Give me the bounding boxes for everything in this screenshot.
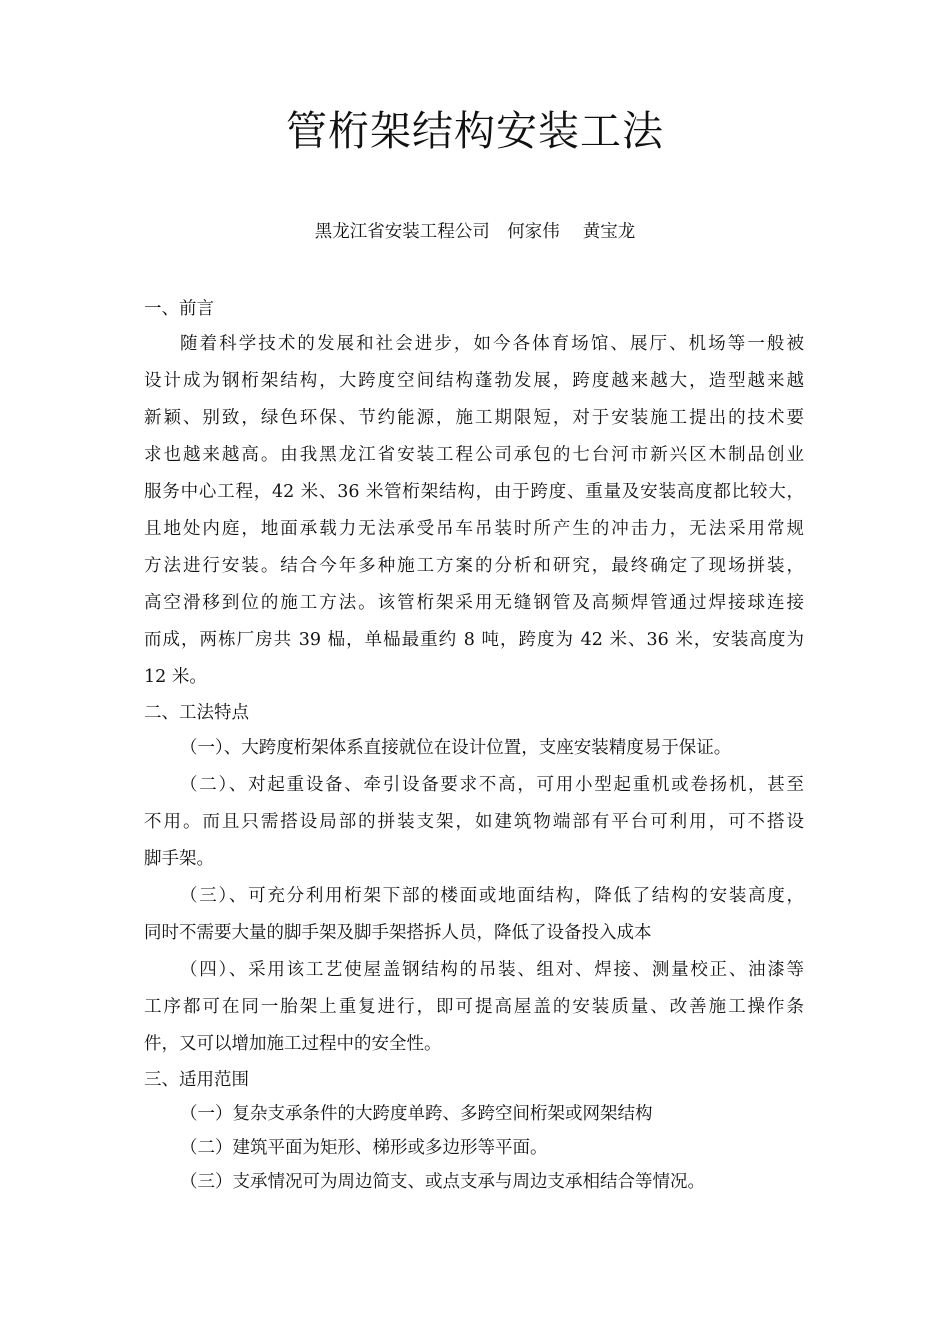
scope-item: （二）建筑平面为矩形、梯形或多边形等平面。 xyxy=(180,1138,548,1158)
paragraph-line: 而成，两栋厂房共 39 榀，单榀最重约 8 吨，跨度为 42 米、36 米，安装高度为 xyxy=(144,630,804,650)
paragraph-line: 工序都可在同一胎架上重复进行，即可提高屋盖的安装质量、改善施工操作条 xyxy=(144,997,804,1017)
feature-item-4 xyxy=(144,952,804,1063)
paragraph-line: 随着科学技术的发展和社会进步，如今各体育场馆、展厅、机场等一般被 xyxy=(180,334,804,354)
paragraph-line: （三）、可充分利用桁架下部的楼面或地面结构，降低了结构的安装高度， xyxy=(180,886,804,906)
paragraph-line: 新颖、别致，绿色环保、节约能源，施工期限短，对于安装施工提出的技术要 xyxy=(144,408,804,428)
paragraph-line: 高空滑移到位的施工方法。该管桁架采用无缝钢管及高频焊管通过焊接球连接 xyxy=(144,593,804,613)
document-title: 管桁架结构安装工法 xyxy=(286,107,664,155)
paragraph-line: 脚手架。 xyxy=(144,849,214,869)
paragraph-line: 不用。而且只需搭设局部的拼装支架，如建筑物端部有平台可利用，可不搭设 xyxy=(144,812,804,832)
feature-item-1 xyxy=(144,730,804,767)
section-heading-features: 二、工法特点 xyxy=(144,703,249,723)
section-heading-scope: 三、适用范围 xyxy=(144,1070,249,1090)
paragraph-line: 求也越来越高。由我黑龙江省安装工程公司承包的七台河市新兴区木制品创业 xyxy=(144,445,804,465)
paragraph-line: （二）、对起重设备、牵引设备要求不高，可用小型起重机或卷扬机，甚至 xyxy=(180,775,804,795)
author-byline: 黑龙江省安装工程公司 何家伟 黄宝龙 xyxy=(314,222,636,242)
paragraph-line: 设计成为钢桁架结构，大跨度空间结构蓬勃发展，跨度越来越大，造型越来越 xyxy=(144,371,804,391)
feature-item-2 xyxy=(144,767,804,878)
paragraph-line: 且地处内庭，地面承载力无法承受吊车吊装时所产生的冲击力，无法采用常规 xyxy=(144,519,804,539)
feature-item-3 xyxy=(144,878,804,952)
paragraph-line: 12 米。 xyxy=(144,667,207,687)
paragraph-line: 件，又可以增加施工过程中的安全性。 xyxy=(144,1034,442,1054)
scope-item: （三）支承情况可为周边简支、或点支承与周边支承相结合等情况。 xyxy=(180,1172,705,1192)
scope-item: （一）复杂支承条件的大跨度单跨、多跨空间桁架或网架结构 xyxy=(180,1104,653,1124)
paragraph-line: 方法进行安装。结合今年多种施工方案的分析和研究，最终确定了现场拼装， xyxy=(144,556,804,576)
document-body xyxy=(144,292,804,1199)
section-heading-preface: 一、前言 xyxy=(144,299,214,319)
paragraph-line: （一）、大跨度桁架体系直接就位在设计位置，支座安装精度易于保证。 xyxy=(180,738,732,758)
paragraph-line: 服务中心工程，42 米、36 米管桁架结构，由于跨度、重量及安装高度都比较大， xyxy=(144,482,804,502)
preface-paragraph xyxy=(144,326,804,696)
paragraph-line: （四）、采用该工艺使屋盖钢结构的吊装、组对、焊接、测量校正、油漆等 xyxy=(180,960,804,980)
paragraph-line: 同时不需要大量的脚手架及脚手架搭拆人员，降低了设备投入成本 xyxy=(144,923,652,943)
